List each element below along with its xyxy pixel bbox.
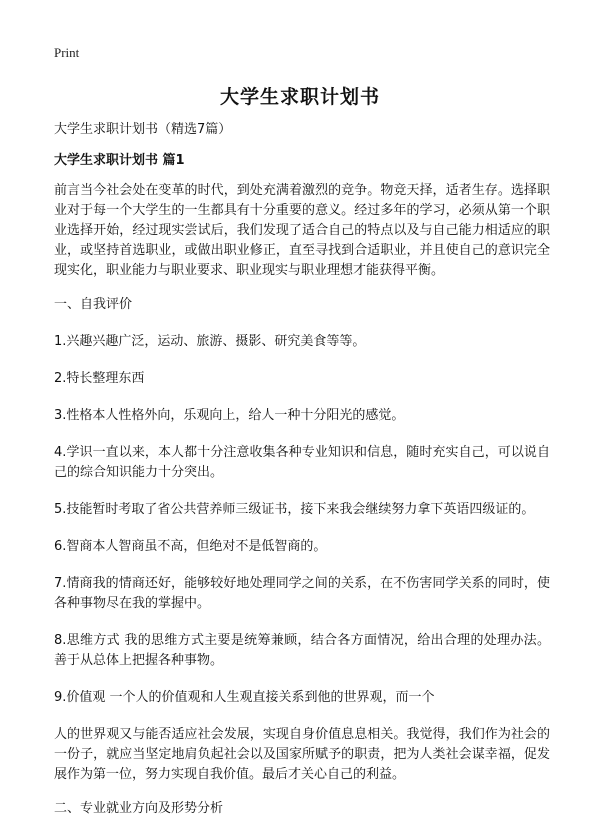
part2-heading: 二、专业就业方向及形势分析 xyxy=(54,801,224,816)
list-item-iq: 6.智商本人智商虽不高，但绝对不是低智商的。 xyxy=(54,539,327,554)
part1-heading: 一、自我评价 xyxy=(54,297,133,312)
list-item-skills: 5.技能暂时考取了省公共营养师三级证书，接下来我会继续努力拿下英语四级证的。 xyxy=(54,502,535,517)
list-item-interest: 1.兴趣兴趣广泛，运动、旅游、摄影、研究美食等等。 xyxy=(54,334,366,349)
document-body xyxy=(54,120,550,836)
list-item-thinking: 8.思维方式 我的思维方式主要是统筹兼顾，结合各方面情况，给出合理的处理办法。善于从总体上把握各种事物。 xyxy=(54,633,550,668)
document-title: 大学生求职计划书 xyxy=(219,86,380,108)
list-item-values: 9.价值观 一个人的价值观和人生观直接关系到他的世界观，而一个 xyxy=(54,690,435,705)
document-subtitle: 大学生求职计划书（精选7篇） xyxy=(54,122,232,137)
list-item-personality: 3.性格本人性格外向，乐观向上，给人一种十分阳光的感觉。 xyxy=(54,408,405,423)
list-item-knowledge: 4.学识一直以来，本人都十分注意收集各种专业知识和信息，随时充实自己，可以说自己的综合知识能力十分突出。 xyxy=(54,445,550,480)
intro-paragraph: 前言当今社会处在变革的时代，到处充满着激烈的竞争。物竞天择，适者生存。选择职业对于每一个大学生的一生都具有十分重要的意义。经过多年的学习，必须从第一个职业选择开始，经过现实尝试后，我们发现了适合自己的特点以及与自己能力相适应的职业，或坚持首选职业，或做出职业修正，直至寻找到合适职业，并且使自己的意识完全现实化，职业能力与职业要求、职业现实与职业理想才能获得平衡。 xyxy=(54,183,550,278)
section-heading: 大学生求职计划书 篇1 xyxy=(54,153,185,168)
list-item-eq: 7.情商我的情商还好，能够较好地处理同学之间的关系，在不伤害同学关系的同时，使各种事物尽在我的掌握中。 xyxy=(54,576,550,611)
values-continued-paragraph: 人的世界观又与能否适应社会发展，实现自身价值息息相关。我觉得，我们作为社会的一份子，就应当坚定地肩负起社会以及国家所赋予的职责，把为人类社会谋幸福，促发展作为第一位，努力实现自我价值。最后才关心自己的利益。 xyxy=(54,727,550,782)
print-link[interactable]: Print xyxy=(54,45,80,60)
list-item-specialty: 2.特长整理东西 xyxy=(54,371,145,386)
